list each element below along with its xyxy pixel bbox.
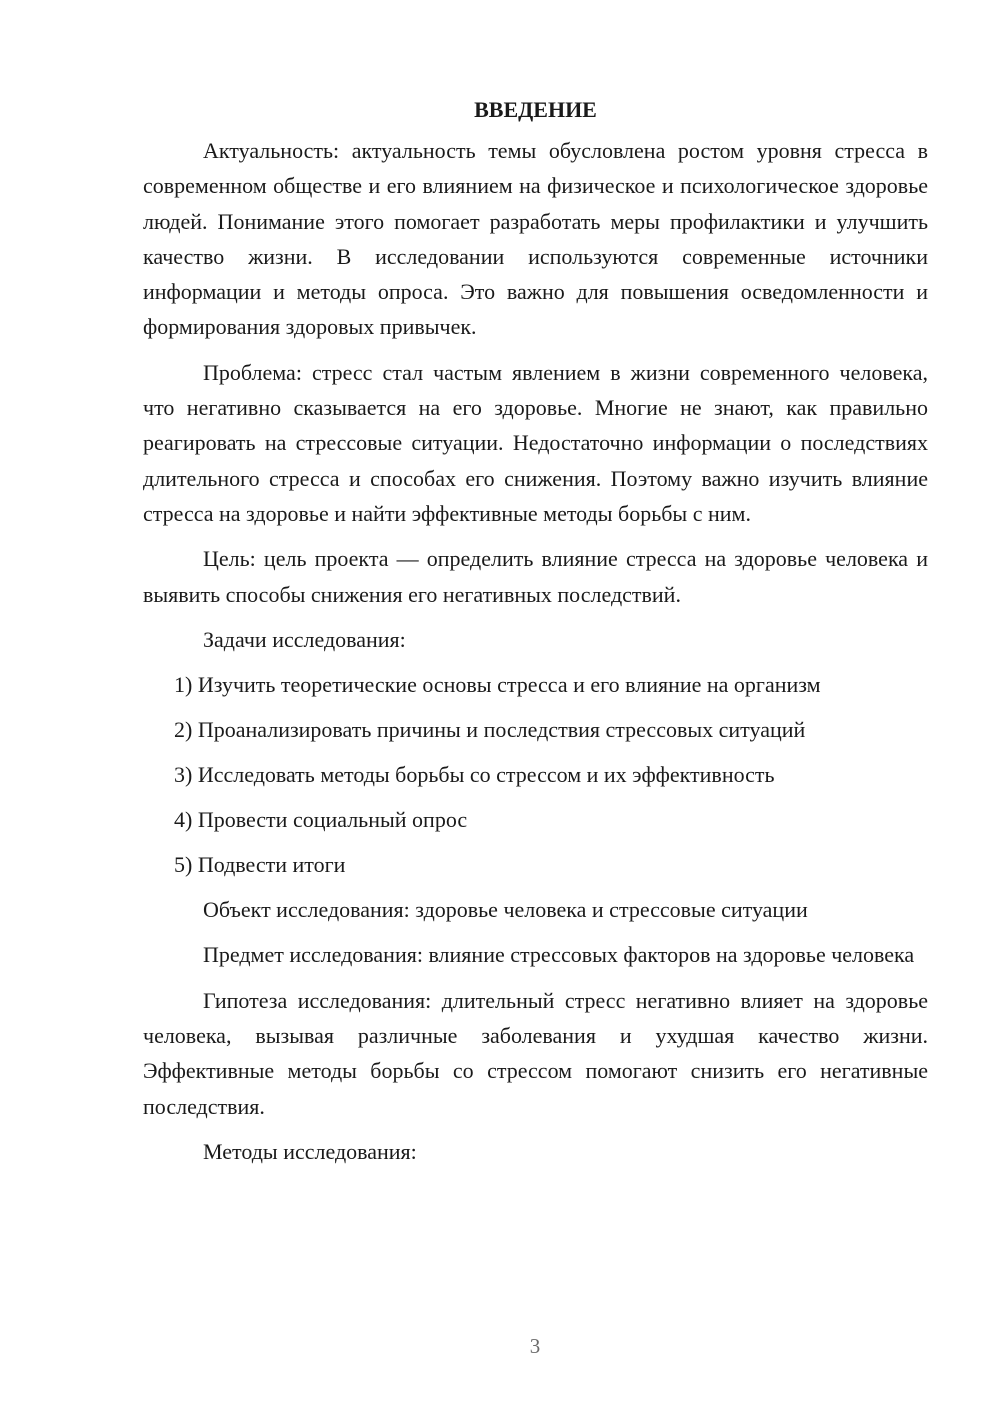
methods-heading: Методы исследования: (203, 1138, 417, 1164)
tasks-list (143, 667, 928, 882)
list-item: 4) Провести социальный опрос (174, 807, 468, 833)
tasks-heading: Задачи исследования: (203, 626, 406, 652)
relevance-paragraph: Актуальность: актуальность темы обусловлена ростом уровня стресса в современном обществе и его влиянием на физическое и психологическое здоровье людей. Понимание этого помогает разработать меры профилактики и улучшить качество жизни. В исследовании используются современные источники информации и методы опроса. Это важно для повышения осведомленности и формирования здоровых привычек. (143, 138, 928, 340)
problem-paragraph: Проблема: стресс стал частым явлением в жизни современного человека, что негативно сказывается на его здоровье. Многие не знают, как правильно реагировать на стрессовые ситуации. Недостаточно информации о последствиях длительного стресса и способах его снижения. Поэтому важно изучить влияние стресса на здоровье и найти эффективные методы борьбы с ним. (143, 359, 928, 526)
goal-paragraph: Цель: цель проекта — определить влияние стресса на здоровье человека и выявить способы снижения его негативных последствий. (143, 546, 928, 607)
page-title: ВВЕДЕНИЕ (474, 97, 597, 122)
subject-paragraph: Предмет исследования: влияние стрессовых факторов на здоровье человека (203, 942, 915, 968)
list-item: 1) Изучить теоретические основы стресса и его влияние на организм (174, 672, 821, 698)
list-item: 5) Подвести итоги (174, 852, 346, 878)
object-paragraph: Объект исследования: здоровье человека и стрессовые ситуации (203, 897, 808, 923)
hypothesis-paragraph: Гипотеза исследования: длительный стресс негативно влияет на здоровье человека, вызывая различные заболевания и ухудшая качество жизни. Эффективные методы борьбы со стрессом помогают снизить его негативные последствия. (143, 987, 928, 1119)
document-page (143, 92, 928, 1169)
list-item: 3) Исследовать методы борьбы со стрессом и их эффективность (174, 762, 775, 788)
list-item: 2) Проанализировать причины и последствия стрессовых ситуаций (174, 717, 806, 743)
page-number: 3 (529, 1334, 541, 1358)
